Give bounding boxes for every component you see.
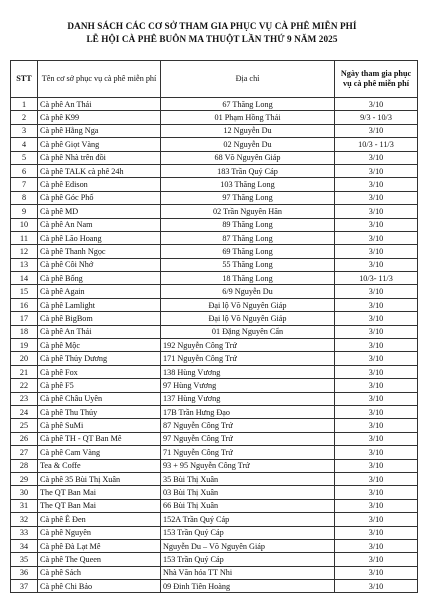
row-date: 3/10	[335, 191, 418, 204]
row-address: 66 Bùi Thị Xuân	[161, 499, 335, 512]
row-name: Cà phê Lamlight	[38, 298, 161, 311]
row-stt: 25	[11, 419, 38, 432]
row-date: 3/10	[335, 539, 418, 552]
row-date: 3/10	[335, 499, 418, 512]
row-address: Nhà Văn hóa TT Nhi	[161, 566, 335, 579]
row-name: Cà phê BigBom	[38, 312, 161, 325]
row-date: 3/10	[335, 392, 418, 405]
table-row	[11, 138, 418, 151]
row-address: 12 Nguyễn Du	[161, 124, 335, 137]
header-stt: STT	[11, 61, 38, 98]
row-name: Cà phê Thanh Ngọc	[38, 245, 161, 258]
table-row	[11, 405, 418, 418]
table-row	[11, 566, 418, 579]
row-date: 3/10	[335, 164, 418, 177]
row-date: 3/10	[335, 472, 418, 485]
table-row	[11, 164, 418, 177]
row-name: Cà phê F5	[38, 379, 161, 392]
table-row	[11, 553, 418, 566]
row-date: 3/10	[335, 151, 418, 164]
row-address: 02 Trần Nguyên Hãn	[161, 205, 335, 218]
row-stt: 7	[11, 178, 38, 191]
row-name: Cà phê Again	[38, 285, 161, 298]
table-row	[11, 352, 418, 365]
row-stt: 12	[11, 245, 38, 258]
row-stt: 20	[11, 352, 38, 365]
row-address: 97 Nguyễn Công Trứ	[161, 432, 335, 445]
row-stt: 19	[11, 339, 38, 352]
row-name: Cà phê TALK cà phê 24h	[38, 164, 161, 177]
row-address: 153 Trần Quý Cáp	[161, 553, 335, 566]
row-stt: 36	[11, 566, 38, 579]
coffee-venues-table	[10, 60, 418, 593]
row-address: 89 Thăng Long	[161, 218, 335, 231]
row-date: 3/10	[335, 553, 418, 566]
row-stt: 27	[11, 446, 38, 459]
table-row	[11, 446, 418, 459]
row-address: 02 Nguyễn Du	[161, 138, 335, 151]
row-address: 192 Nguyễn Công Trứ	[161, 339, 335, 352]
row-date: 3/10	[335, 124, 418, 137]
table-row	[11, 419, 418, 432]
row-name: Cà phê Châu Uyên	[38, 392, 161, 405]
row-address: 138 Hùng Vương	[161, 365, 335, 378]
row-date: 3/10	[335, 580, 418, 593]
row-stt: 5	[11, 151, 38, 164]
row-stt: 24	[11, 405, 38, 418]
row-stt: 26	[11, 432, 38, 445]
row-name: Cà phê An Thái	[38, 325, 161, 338]
row-address: 6/9 Nguyễn Du	[161, 285, 335, 298]
row-date: 3/10	[335, 566, 418, 579]
row-date: 3/10	[335, 205, 418, 218]
row-name: The QT Ban Mai	[38, 499, 161, 512]
row-name: Cà phê Côi Nhớ	[38, 258, 161, 271]
row-stt: 30	[11, 486, 38, 499]
table-row	[11, 258, 418, 271]
table-row	[11, 312, 418, 325]
row-name: The QT Ban Mai	[38, 486, 161, 499]
table-row	[11, 325, 418, 338]
row-date: 3/10	[335, 245, 418, 258]
row-name: Cà phê Nguyên	[38, 526, 161, 539]
row-stt: 33	[11, 526, 38, 539]
row-address: 152A Trần Quý Cáp	[161, 513, 335, 526]
row-name: Cà phê Thu Thủy	[38, 405, 161, 418]
title-line-2: LỄ HỘI CÀ PHÊ BUÔN MA THUỘT LẦN THỨ 9 NĂM 2025	[86, 34, 338, 44]
row-address: 17B Trần Hưng Đạo	[161, 405, 335, 418]
row-date: 3/10	[335, 231, 418, 244]
row-address: 55 Thăng Long	[161, 258, 335, 271]
row-date: 3/10	[335, 419, 418, 432]
table-row	[11, 205, 418, 218]
row-address: 18 Thăng Long	[161, 272, 335, 285]
row-stt: 37	[11, 580, 38, 593]
table-row	[11, 499, 418, 512]
table-row	[11, 245, 418, 258]
row-name: Cà phê The Queen	[38, 553, 161, 566]
row-address: 67 Thăng Long	[161, 98, 335, 111]
row-name: Cà phê An Nam	[38, 218, 161, 231]
row-stt: 2	[11, 111, 38, 124]
row-date: 3/10	[335, 218, 418, 231]
row-name: Cà phê Cam Vàng	[38, 446, 161, 459]
row-name: Cà phê Ê Đen	[38, 513, 161, 526]
table-header-row	[11, 61, 418, 98]
row-stt: 34	[11, 539, 38, 552]
header-address: Địa chỉ	[161, 61, 335, 98]
table-row	[11, 513, 418, 526]
row-name: Cà phê Giọt Vàng	[38, 138, 161, 151]
row-name: Cà phê 35 Bùi Thị Xuân	[38, 472, 161, 485]
row-date: 3/10	[335, 446, 418, 459]
row-date: 3/10	[335, 258, 418, 271]
row-name: Cà phê MD	[38, 205, 161, 218]
row-name: Cà phê K99	[38, 111, 161, 124]
row-name: Cà phê Hằng Nga	[38, 124, 161, 137]
row-address: 09 Đinh Tiên Hoàng	[161, 580, 335, 593]
row-name: Tea & Coffe	[38, 459, 161, 472]
row-stt: 15	[11, 285, 38, 298]
row-stt: 22	[11, 379, 38, 392]
row-stt: 11	[11, 231, 38, 244]
row-name: Cà phê SuMi	[38, 419, 161, 432]
table-row	[11, 472, 418, 485]
table-row	[11, 365, 418, 378]
row-stt: 31	[11, 499, 38, 512]
row-date: 3/10	[335, 405, 418, 418]
row-address: Đại lộ Võ Nguyên Giáp	[161, 312, 335, 325]
row-address: 87 Thăng Long	[161, 231, 335, 244]
row-stt: 35	[11, 553, 38, 566]
row-date: 3/10	[335, 178, 418, 191]
row-stt: 18	[11, 325, 38, 338]
row-name: Cà phê Thủy Dương	[38, 352, 161, 365]
row-address: 93 + 95 Nguyễn Công Trứ	[161, 459, 335, 472]
table-row	[11, 218, 418, 231]
row-date: 3/10	[335, 285, 418, 298]
row-name: Cà phê Fox	[38, 365, 161, 378]
row-name: Cà phê Lão Hoang	[38, 231, 161, 244]
table-row	[11, 459, 418, 472]
row-stt: 6	[11, 164, 38, 177]
row-stt: 8	[11, 191, 38, 204]
row-stt: 16	[11, 298, 38, 311]
row-stt: 10	[11, 218, 38, 231]
row-date: 3/10	[335, 379, 418, 392]
header-date: Ngày tham gia phục vụ cà phê miễn phí	[335, 61, 418, 98]
row-date: 10/3- 11/3	[335, 272, 418, 285]
row-name: Cà phê Bống	[38, 272, 161, 285]
row-address: 171 Nguyễn Công Trứ	[161, 352, 335, 365]
row-name: Cà phê Chi Bảo	[38, 580, 161, 593]
title-line-1: DANH SÁCH CÁC CƠ SỞ THAM GIA PHỤC VỤ CÀ PHÊ MIỄN PHÍ	[67, 21, 357, 31]
row-name: Cà phê Edison	[38, 178, 161, 191]
row-date: 3/10	[335, 339, 418, 352]
row-stt: 9	[11, 205, 38, 218]
row-date: 3/10	[335, 513, 418, 526]
row-address: Nguyễn Du – Võ Nguyên Giáp	[161, 539, 335, 552]
table-row	[11, 339, 418, 352]
row-date: 3/10	[335, 365, 418, 378]
row-date: 9/3 - 10/3	[335, 111, 418, 124]
table-row	[11, 539, 418, 552]
row-stt: 28	[11, 459, 38, 472]
table-row	[11, 191, 418, 204]
row-address: 01 Phạm Hồng Thái	[161, 111, 335, 124]
row-date: 3/10	[335, 298, 418, 311]
row-address: 97 Thăng Long	[161, 191, 335, 204]
row-address: 68 Võ Nguyên Giáp	[161, 151, 335, 164]
row-stt: 3	[11, 124, 38, 137]
row-date: 3/10	[335, 312, 418, 325]
row-name: Cà phê Đà Lạt Mê	[38, 539, 161, 552]
row-date: 3/10	[335, 526, 418, 539]
row-date: 3/10	[335, 459, 418, 472]
row-address: 87 Nguyễn Công Trứ	[161, 419, 335, 432]
row-name: Cà phê Nhà trên đồi	[38, 151, 161, 164]
row-address: 69 Thăng Long	[161, 245, 335, 258]
row-stt: 4	[11, 138, 38, 151]
table-row	[11, 285, 418, 298]
document-title	[0, 20, 424, 46]
row-stt: 23	[11, 392, 38, 405]
table-row	[11, 124, 418, 137]
row-address: 35 Bùi Thị Xuân	[161, 472, 335, 485]
row-address: 183 Trần Quý Cáp	[161, 164, 335, 177]
row-stt: 32	[11, 513, 38, 526]
table-row	[11, 151, 418, 164]
table-row	[11, 178, 418, 191]
row-address: 01 Đặng Nguyên Cẩn	[161, 325, 335, 338]
row-stt: 29	[11, 472, 38, 485]
row-date: 3/10	[335, 432, 418, 445]
row-address: 03 Bùi Thị Xuân	[161, 486, 335, 499]
row-date: 3/10	[335, 486, 418, 499]
row-date: 10/3 - 11/3	[335, 138, 418, 151]
table-row	[11, 231, 418, 244]
table-row	[11, 98, 418, 111]
table-row	[11, 392, 418, 405]
table-row	[11, 526, 418, 539]
row-date: 3/10	[335, 352, 418, 365]
header-name: Tên cơ sở phục vụ cà phê miễn phí	[38, 61, 161, 98]
row-address: 97 Hùng Vương	[161, 379, 335, 392]
row-date: 3/10	[335, 98, 418, 111]
row-stt: 1	[11, 98, 38, 111]
table-body	[11, 98, 418, 593]
row-name: Cà phê Sách	[38, 566, 161, 579]
table-row	[11, 272, 418, 285]
table-row	[11, 486, 418, 499]
row-address: Đại lộ Võ Nguyên Giáp	[161, 298, 335, 311]
row-stt: 17	[11, 312, 38, 325]
row-name: Cà phê Góc Phố	[38, 191, 161, 204]
table-row	[11, 111, 418, 124]
row-name: Cà phê TH - QT Ban Mê	[38, 432, 161, 445]
row-address: 137 Hùng Vương	[161, 392, 335, 405]
row-date: 3/10	[335, 325, 418, 338]
row-address: 103 Thăng Long	[161, 178, 335, 191]
row-address: 153 Trần Quý Cáp	[161, 526, 335, 539]
row-stt: 21	[11, 365, 38, 378]
row-name: Cà phê Mộc	[38, 339, 161, 352]
table-row	[11, 379, 418, 392]
row-address: 71 Nguyễn Công Trứ	[161, 446, 335, 459]
row-name: Cà phê An Thái	[38, 98, 161, 111]
table-row	[11, 298, 418, 311]
table-row	[11, 432, 418, 445]
row-stt: 14	[11, 272, 38, 285]
row-stt: 13	[11, 258, 38, 271]
